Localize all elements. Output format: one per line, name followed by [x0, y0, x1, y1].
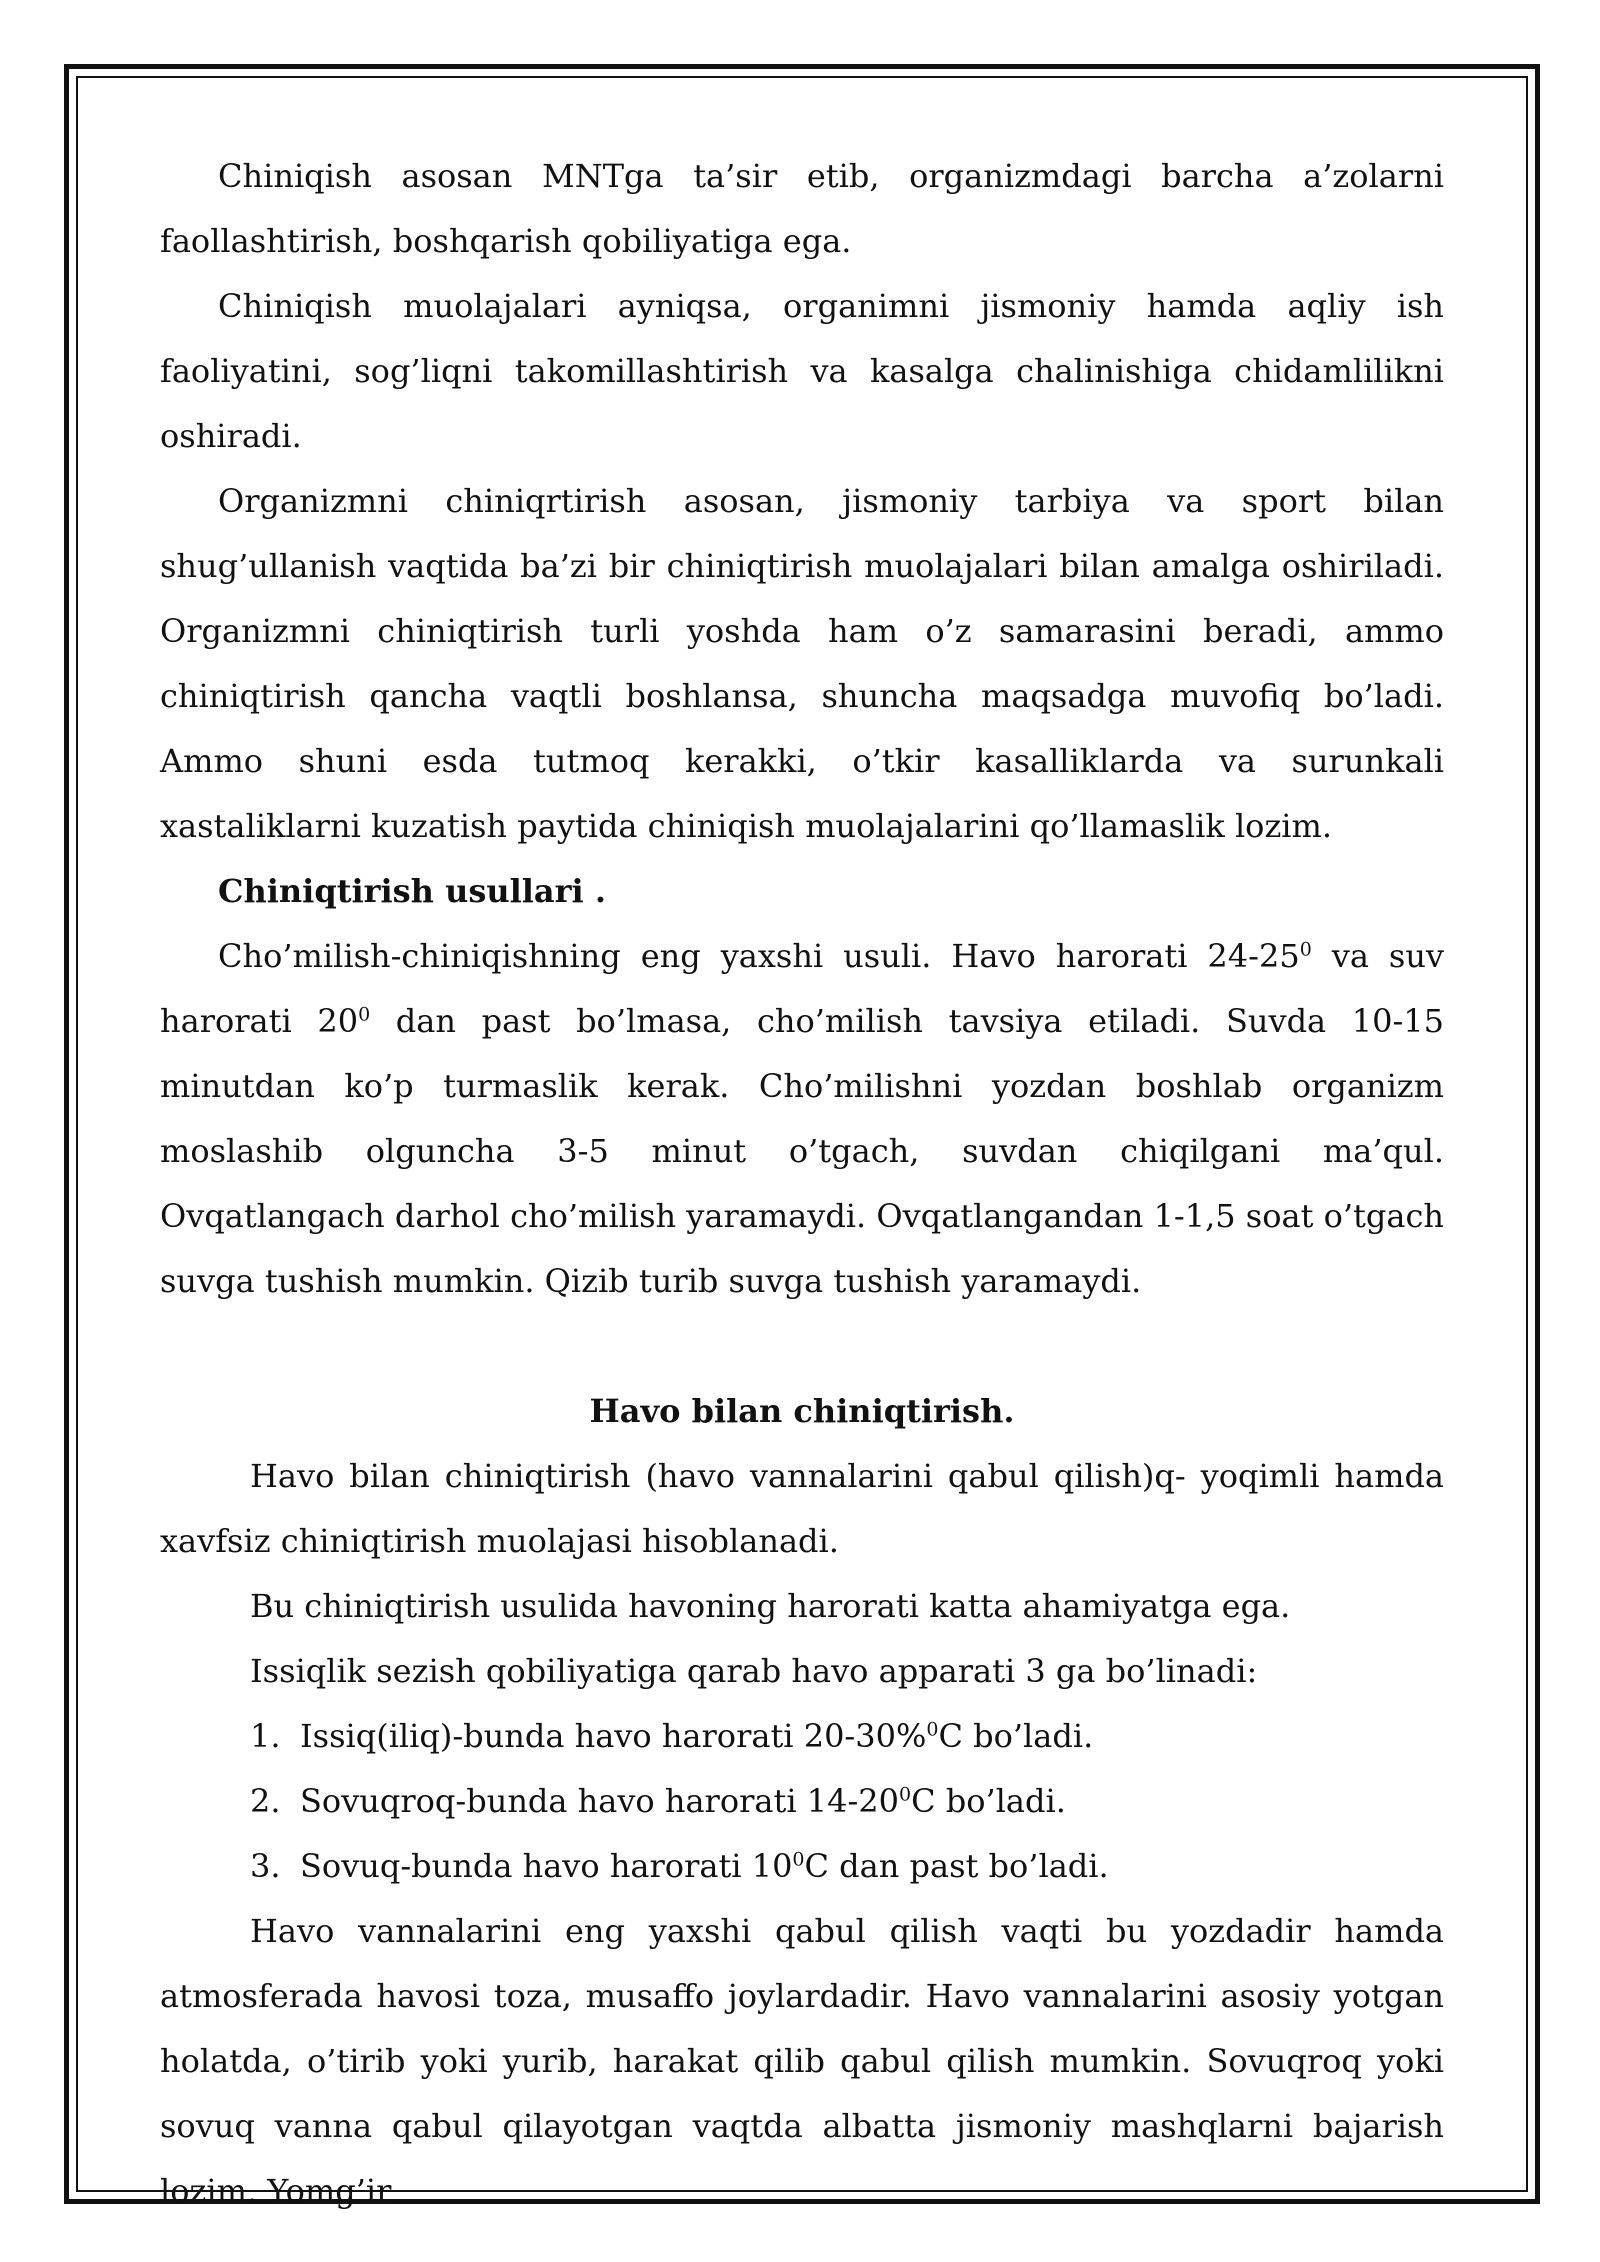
document-body	[160, 144, 1444, 2224]
list-number: 3.	[250, 1847, 281, 1885]
list-text-end: C dan past bo’ladi.	[804, 1847, 1109, 1885]
paragraph-5: Havo bilan chiniqtirish (havo vannalarini qabul qilish)q- yoqimli hamda xavfsiz chiniqtirish muolajasi hisoblanadi.	[160, 1457, 1444, 1560]
list-item	[160, 1704, 1444, 1769]
paragraph-4-part-b: va suv harorati 20	[160, 937, 1445, 1040]
paragraph-3: Organizmni chiniqrtirish asosan, jismoniy tarbiya va sport bilan shug’ullanish vaqtida ba’zi bir chiniqtirish muolajalari bilan amalga oshiriladi. Organizmni chiniqtirish turli yoshda ham o’z samarasini beradi, ammo chiniqtirish qancha vaqtli boshlansa, shuncha maqsadga muvofiq bo’ladi. Ammo shuni esda tutmoq kerakki, o’tkir kasalliklarda va surunkali xastaliklarni kuzatish paytida chiniqish muolajalarini qo’llamaslik lozim.	[160, 482, 1444, 845]
degree-superscript: 0	[792, 1848, 805, 1871]
paragraph-2: Chiniqish muolajalari ayniqsa, organimni jismoniy hamda aqliy ish faoliyatini, sog’liqni takomillashtirish va kasalga chalinishiga chidamlilikni oshiradi.	[160, 287, 1444, 455]
paragraph-4-part-c: dan past bo’lmasa, cho’milish tavsiya etiladi. Suvda 10-15 minutdan ko’p turmaslik kerak. Cho’milishni yozdan boshlab organizm moslashib olguncha 3-5 minut o’tgach, suvdan chiqilgani ma’qul. Ovqatlangach darhol cho’milish yaramaydi. Ovqatlangandan 1-1,5 soat o’tgach suvga tushish mumkin. Qizib turib suvga tushish yaramaydi.	[160, 1002, 1445, 1300]
paragraph-6: Bu chiniqtirish usulida havoning harorati katta ahamiyatga ega.	[250, 1587, 1291, 1625]
degree-superscript: 0	[926, 1718, 939, 1741]
paragraph-7: Issiqlik sezish qobiliyatiga qarab havo apparati 3 ga bo’linadi:	[250, 1652, 1258, 1690]
paragraph-1: Chiniqish asosan MNTga ta’sir etib, organizmdagi barcha a’zolarni faollashtirish, boshqarish qobiliyatiga ega.	[160, 157, 1444, 260]
degree-superscript: 0	[1299, 938, 1312, 961]
section-heading-air: Havo bilan chiniqtirish.	[589, 1392, 1015, 1430]
list-item	[160, 1769, 1444, 1834]
list-text: Sovuqroq-bunda havo harorati 14-20	[300, 1782, 899, 1820]
list-number: 1.	[250, 1717, 281, 1755]
degree-superscript: 0	[358, 1003, 371, 1026]
list-number: 2.	[250, 1782, 281, 1820]
list-text: Issiq(iliq)-bunda havo harorati 20-30%	[300, 1717, 927, 1755]
degree-superscript: 0	[899, 1783, 912, 1806]
section-heading-methods: Chiniqtirish usullari .	[218, 872, 606, 910]
paragraph-4	[160, 924, 1444, 1314]
list-text-end: C bo’ladi.	[911, 1782, 1066, 1820]
paragraph-4-part-a: Cho’milish-chiniqishning eng yaxshi usuli. Havo harorati 24-25	[218, 937, 1300, 975]
temperature-list	[160, 1704, 1444, 1899]
paragraph-8: Havo vannalarini eng yaxshi qabul qilish vaqti bu yozdadir hamda atmosferada havosi toza, musaffo joylardadir. Havo vannalarini asosiy yotgan holatda, o’tirib yoki yurib, harakat qilib qabul qilish mumkin. Sovuqroq yoki sovuq vanna qabul qilayotgan vaqtda albatta jismoniy mashqlarni bajarish lozim. Yomg’ir	[160, 1912, 1444, 2210]
list-text-end: C bo’ladi.	[938, 1717, 1094, 1755]
list-item	[160, 1834, 1444, 1899]
list-text: Sovuq-bunda havo harorati 10	[300, 1847, 793, 1885]
